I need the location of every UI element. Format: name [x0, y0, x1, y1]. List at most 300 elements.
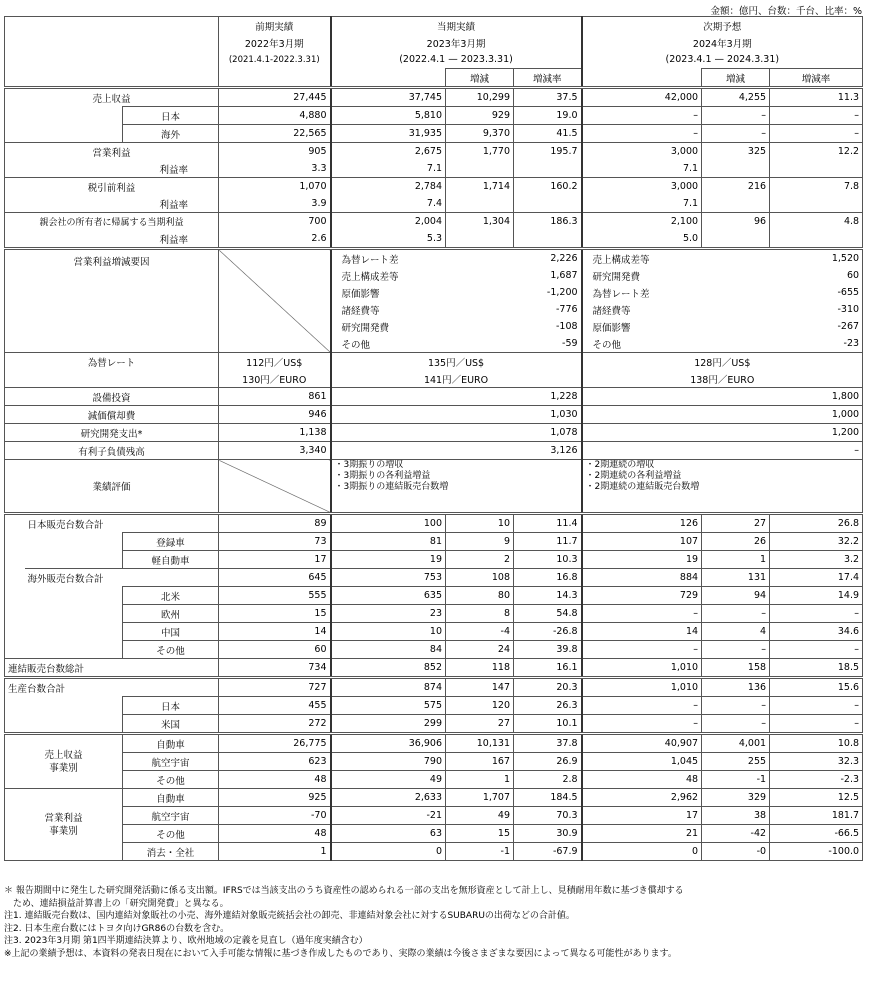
table-cell: 89: [219, 514, 331, 533]
table-cell: 研究開発支出*: [5, 424, 219, 442]
table-cell: 158: [702, 659, 770, 678]
table-cell: [5, 715, 123, 734]
table-cell: 米国: [123, 715, 219, 734]
table-cell: -100.0: [770, 843, 863, 861]
table-cell: 1,714: [446, 178, 514, 196]
curr-range: (2022.4.1 — 2023.3.31): [331, 51, 582, 69]
table-cell: 14: [582, 623, 702, 641]
table-cell: 0: [582, 843, 702, 861]
table-cell: 19.0: [514, 107, 582, 125]
table-cell: 31,935: [331, 125, 446, 143]
cn-row: [5, 623, 863, 641]
table-cell: 1: [702, 551, 770, 569]
table-cell: [5, 107, 123, 125]
table-cell: 利益率: [5, 195, 219, 213]
seg-op-auto-row: [5, 789, 863, 807]
table-cell: 1,010: [582, 659, 702, 678]
table-cell: 北米: [123, 587, 219, 605]
table-cell: 自動車: [123, 734, 219, 753]
table-cell: 海外販売台数合計: [25, 569, 219, 587]
table-cell: ・2期連続の各利益増益: [585, 471, 682, 481]
table-cell: 消去・全社: [123, 843, 219, 861]
table-cell: 108: [446, 569, 514, 587]
table-cell: –: [582, 125, 702, 143]
fx-row-usd: [5, 353, 863, 371]
table-cell: 1,010: [582, 678, 702, 697]
eval-diagonal: [219, 460, 331, 514]
table-cell: -70: [219, 807, 331, 825]
table-cell: その他: [123, 825, 219, 843]
footnote: 注3. 2023年3月期 第1四半期連結決算より、欧州地域の定義を見直し（過年度実績含む）: [4, 936, 368, 946]
table-cell: 利益率: [5, 230, 219, 249]
footnote: 注2. 日本生産台数にはトヨタ向けGR86の台数を含む。: [4, 923, 230, 934]
table-cell: 10.8: [770, 734, 863, 753]
table-cell: -67.9: [514, 843, 582, 861]
table-cell: 登録車: [123, 533, 219, 551]
table-cell: 1,200: [582, 424, 863, 442]
table-cell: ・3期振りの増収: [334, 460, 404, 470]
table-cell: 4,255: [702, 88, 770, 107]
table-cell: [25, 587, 123, 605]
table-cell: 16.8: [514, 569, 582, 587]
table-cell: [5, 51, 219, 69]
table-cell: 160.2: [514, 178, 582, 196]
table-cell: 2,004: [331, 213, 446, 231]
table-cell: 20.3: [514, 678, 582, 697]
table-row: [5, 69, 863, 88]
table-cell: [446, 195, 514, 213]
table-cell: 15.6: [770, 678, 863, 697]
table-cell: -1: [446, 843, 514, 861]
table-cell: [770, 160, 863, 178]
table-cell: [331, 69, 446, 88]
table-cell: 575: [331, 697, 446, 715]
table-cell: 96: [702, 213, 770, 231]
table-cell: -1,200: [514, 284, 582, 301]
table-cell: 為替レート: [5, 353, 219, 388]
seg-sales-auto-row: [5, 734, 863, 753]
table-cell: 126: [582, 514, 702, 533]
table-cell: 5.0: [582, 230, 702, 249]
table-cell: 12.2: [770, 143, 863, 161]
ni-margin-row: [5, 230, 863, 249]
table-cell: 3,000: [582, 178, 702, 196]
table-cell: 11.7: [514, 533, 582, 551]
evaluation-row: [5, 460, 863, 514]
table-cell: 日本: [123, 107, 219, 125]
table-cell: 70.3: [514, 807, 582, 825]
jp-registered-row: [5, 533, 863, 551]
table-cell: 38: [702, 807, 770, 825]
net-income-row: [5, 213, 863, 231]
table-cell: 1,228: [331, 388, 582, 406]
other-region-row: [5, 641, 863, 659]
table-cell: 諸経費等: [582, 301, 770, 318]
table-cell: 2,962: [582, 789, 702, 807]
table-cell: 5.3: [331, 230, 446, 249]
seg-op-other-row: [5, 825, 863, 843]
table-cell: 3.9: [219, 195, 331, 213]
table-cell: 167: [446, 753, 514, 771]
jp-sales-total-row: [5, 514, 863, 533]
table-cell: 4,880: [219, 107, 331, 125]
table-cell: 884: [582, 569, 702, 587]
table-cell: 48: [582, 771, 702, 789]
table-cell: 37,745: [331, 88, 446, 107]
table-cell: 1: [219, 843, 331, 861]
table-row: [5, 51, 863, 69]
table-cell: 10,299: [446, 88, 514, 107]
table-cell: 軽自動車: [123, 551, 219, 569]
table-cell: [5, 734, 123, 789]
table-cell: 100: [331, 514, 446, 533]
table-cell: 26: [702, 533, 770, 551]
table-cell: 128円／US$: [582, 353, 863, 371]
table-cell: 1,000: [582, 406, 863, 424]
table-cell: 60: [219, 641, 331, 659]
next-fy: 2024年3月期: [582, 34, 863, 51]
table-cell: その他: [582, 335, 770, 353]
table-cell: –: [582, 715, 702, 734]
table-cell: 航空宇宙: [123, 807, 219, 825]
curr-rate-header: 増減率: [514, 69, 582, 88]
table-cell: 49: [331, 771, 446, 789]
table-cell: 2.8: [514, 771, 582, 789]
footnote: ※上記の業績予想は、本資料の発表日現在において入手可能な情報に基づき作成したものであり、実際の業績は今後さまざまな要因によって異なる可能性があります。: [4, 948, 677, 959]
table-cell: 研究開発費: [331, 318, 514, 335]
table-cell: 14.3: [514, 587, 582, 605]
table-cell: [514, 230, 582, 249]
table-cell: 2,633: [331, 789, 446, 807]
table-cell: –: [582, 605, 702, 623]
table-cell: 2.6: [219, 230, 331, 249]
table-cell: [5, 514, 25, 533]
table-cell: 17: [582, 807, 702, 825]
table-cell: 874: [331, 678, 446, 697]
op-margin-row: [5, 160, 863, 178]
table-cell: -59: [514, 335, 582, 353]
table-cell: 24: [446, 641, 514, 659]
table-cell: 147: [446, 678, 514, 697]
table-cell: 40,907: [582, 734, 702, 753]
table-cell: 32.2: [770, 533, 863, 551]
table-cell: [5, 587, 25, 605]
table-cell: 700: [219, 213, 331, 231]
table-cell: –: [582, 641, 702, 659]
table-cell: [5, 125, 123, 143]
table-cell: -310: [770, 301, 863, 318]
prev-title: 前期実績: [219, 17, 331, 35]
table-cell: 94: [702, 587, 770, 605]
table-cell: 852: [331, 659, 446, 678]
table-cell: 生産台数合計: [5, 678, 219, 697]
table-cell: -655: [770, 284, 863, 301]
table-cell: 19: [582, 551, 702, 569]
table-cell: 23: [331, 605, 446, 623]
table-cell: 555: [219, 587, 331, 605]
seg-op-aero-row: [5, 807, 863, 825]
table-cell: その他: [123, 771, 219, 789]
footnotes: [4, 885, 866, 960]
table-cell: 73: [219, 533, 331, 551]
table-cell: –: [582, 442, 863, 460]
table-cell: 141円／EURO: [331, 370, 582, 388]
next-range: (2023.4.1 — 2024.3.31): [582, 51, 863, 69]
table-cell: –: [770, 107, 863, 125]
table-cell: 17: [219, 551, 331, 569]
table-cell: [25, 551, 123, 569]
table-cell: 790: [331, 753, 446, 771]
table-cell: 諸経費等: [331, 301, 514, 318]
table-cell: [331, 460, 582, 514]
capex-row: [5, 388, 863, 406]
table-cell: 729: [582, 587, 702, 605]
table-cell: 27: [446, 715, 514, 734]
table-cell: 15: [446, 825, 514, 843]
table-cell: [702, 160, 770, 178]
table-cell: 186.3: [514, 213, 582, 231]
table-cell: 事業別: [49, 762, 78, 774]
table-cell: 118: [446, 659, 514, 678]
table-cell: その他: [123, 641, 219, 659]
seg-sales-other-row: [5, 771, 863, 789]
unit-note: 金額：億円、台数：千台、比率：%: [710, 6, 862, 17]
table-cell: -66.5: [770, 825, 863, 843]
table-cell: 0: [331, 843, 446, 861]
table-cell: -21: [331, 807, 446, 825]
table-cell: 48: [219, 771, 331, 789]
table-cell: 138円／EURO: [582, 370, 863, 388]
table-cell: 9: [446, 533, 514, 551]
production-us-row: [5, 715, 863, 734]
table-cell: [5, 551, 25, 569]
table-cell: –: [770, 697, 863, 715]
table-cell: 減価償却費: [5, 406, 219, 424]
table-cell: –: [702, 715, 770, 734]
table-cell: 1,520: [770, 249, 863, 268]
table-cell: 925: [219, 789, 331, 807]
table-cell: 30.9: [514, 825, 582, 843]
table-cell: 26,775: [219, 734, 331, 753]
table-cell: -26.8: [514, 623, 582, 641]
table-cell: –: [702, 641, 770, 659]
table-cell: 日本: [123, 697, 219, 715]
table-cell: 原価影響: [582, 318, 770, 335]
table-cell: 欧州: [123, 605, 219, 623]
table-cell: 14: [219, 623, 331, 641]
table-cell: 255: [702, 753, 770, 771]
table-cell: 37.8: [514, 734, 582, 753]
table-cell: 為替レート差: [331, 249, 514, 268]
table-cell: –: [582, 697, 702, 715]
table-cell: 455: [219, 697, 331, 715]
table-cell: [582, 460, 863, 514]
table-cell: 7.1: [331, 160, 446, 178]
table-cell: 120: [446, 697, 514, 715]
table-cell: [5, 641, 25, 659]
table-cell: 49: [446, 807, 514, 825]
footnote: ため、連結損益計算書上の「研究開発費」と異なる。: [4, 898, 229, 909]
table-cell: [702, 195, 770, 213]
table-cell: 32.3: [770, 753, 863, 771]
op-profit-row: [5, 143, 863, 161]
table-cell: 4: [702, 623, 770, 641]
table-cell: ・3期振りの各利益増益: [334, 471, 431, 481]
table-cell: 3,000: [582, 143, 702, 161]
table-cell: -4: [446, 623, 514, 641]
table-cell: 1,770: [446, 143, 514, 161]
factors-diagonal: [219, 249, 331, 353]
os-sales-total-row: [5, 569, 863, 587]
table-cell: 929: [446, 107, 514, 125]
table-cell: 27: [702, 514, 770, 533]
sales-row: [5, 88, 863, 107]
table-cell: 39.8: [514, 641, 582, 659]
table-cell: -1: [702, 771, 770, 789]
table-cell: 営業利益: [44, 812, 83, 824]
table-cell: 135円／US$: [331, 353, 582, 371]
table-cell: 原価影響: [331, 284, 514, 301]
table-cell: 727: [219, 678, 331, 697]
table-cell: [25, 605, 123, 623]
consolidated-sales-row: [5, 659, 863, 678]
table-cell: 1,304: [446, 213, 514, 231]
table-cell: -23: [770, 335, 863, 353]
table-cell: 1,687: [514, 267, 582, 284]
table-cell: 為替レート差: [582, 284, 770, 301]
table-cell: ・3期振りの連結販売台数増: [334, 482, 449, 492]
table-cell: 81: [331, 533, 446, 551]
table-cell: 1,707: [446, 789, 514, 807]
table-cell: 1,070: [219, 178, 331, 196]
curr-chg-header: 増減: [446, 69, 514, 88]
table-cell: –: [770, 641, 863, 659]
curr-fy: 2023年3月期: [331, 34, 582, 51]
table-cell: 60: [770, 267, 863, 284]
table-cell: 2,226: [514, 249, 582, 268]
table-cell: 26.9: [514, 753, 582, 771]
table-cell: –: [770, 605, 863, 623]
table-cell: 7.1: [582, 195, 702, 213]
factors-label: 営業利益増減要因: [5, 249, 219, 353]
jp-kei-row: [5, 551, 863, 569]
results-table: [4, 16, 863, 861]
table-cell: [5, 34, 219, 51]
table-cell: 17.4: [770, 569, 863, 587]
table-cell: 10.3: [514, 551, 582, 569]
eu-row: [5, 605, 863, 623]
table-cell: 130円／EURO: [219, 370, 331, 388]
table-cell: 5,810: [331, 107, 446, 125]
table-cell: 1,030: [331, 406, 582, 424]
table-cell: 9,370: [446, 125, 514, 143]
table-cell: -267: [770, 318, 863, 335]
table-cell: 売上収益: [44, 749, 83, 761]
table-cell: 905: [219, 143, 331, 161]
table-cell: 272: [219, 715, 331, 734]
seg-sales-aero-row: [5, 753, 863, 771]
factor-row-0: [5, 249, 863, 268]
table-cell: [5, 623, 25, 641]
table-cell: 12.5: [770, 789, 863, 807]
next-rate-header: 増減率: [770, 69, 863, 88]
table-cell: 7.4: [331, 195, 446, 213]
table-cell: 42,000: [582, 88, 702, 107]
table-cell: 80: [446, 587, 514, 605]
curr-title: 当期実績: [331, 17, 582, 35]
table-cell: [770, 230, 863, 249]
table-cell: 1,045: [582, 753, 702, 771]
table-cell: 946: [219, 406, 331, 424]
table-cell: -42: [702, 825, 770, 843]
table-cell: 営業利益: [5, 143, 219, 161]
table-cell: -0: [702, 843, 770, 861]
pretax-margin-row: [5, 195, 863, 213]
sales-overseas-row: [5, 125, 863, 143]
table-cell: 329: [702, 789, 770, 807]
table-cell: –: [702, 125, 770, 143]
table-cell: 10: [331, 623, 446, 641]
table-cell: 業績評価: [5, 460, 219, 514]
table-cell: –: [702, 107, 770, 125]
table-cell: 1: [446, 771, 514, 789]
table-cell: [514, 195, 582, 213]
table-cell: 131: [702, 569, 770, 587]
table-cell: [5, 605, 25, 623]
table-cell: 1,078: [331, 424, 582, 442]
table-cell: 利益率: [5, 160, 219, 178]
table-cell: [446, 230, 514, 249]
table-cell: 自動車: [123, 789, 219, 807]
sales-japan-row: [5, 107, 863, 125]
table-cell: 136: [702, 678, 770, 697]
table-cell: 7.8: [770, 178, 863, 196]
table-cell: 3.3: [219, 160, 331, 178]
rnd-row: [5, 424, 863, 442]
table-cell: 26.3: [514, 697, 582, 715]
table-cell: 親会社の所有者に帰属する当期利益: [5, 213, 219, 231]
table-cell: 税引前利益: [5, 178, 219, 196]
table-cell: [25, 623, 123, 641]
table-cell: 連結販売台数総計: [5, 659, 219, 678]
table-cell: ・2期連続の増収: [585, 460, 655, 470]
table-cell: 航空宇宙: [123, 753, 219, 771]
table-cell: 54.8: [514, 605, 582, 623]
table-cell: 325: [702, 143, 770, 161]
table-cell: 事業別: [49, 825, 78, 837]
table-row: [5, 34, 863, 51]
table-cell: 売上収益: [5, 88, 219, 107]
table-cell: 861: [219, 388, 331, 406]
table-cell: 84: [331, 641, 446, 659]
table-cell: [514, 160, 582, 178]
table-cell: その他: [331, 335, 514, 353]
table-cell: [770, 195, 863, 213]
table-cell: 1,138: [219, 424, 331, 442]
table-cell: ・2期連続の連結販売台数増: [585, 482, 700, 492]
table-cell: 設備投資: [5, 388, 219, 406]
table-cell: 753: [331, 569, 446, 587]
next-chg-header: 増減: [702, 69, 770, 88]
na-row: [5, 587, 863, 605]
pretax-row: [5, 178, 863, 196]
table-cell: 11.4: [514, 514, 582, 533]
table-cell: 36,906: [331, 734, 446, 753]
table-cell: 2: [446, 551, 514, 569]
table-cell: 26.8: [770, 514, 863, 533]
table-cell: 研究開発費: [582, 267, 770, 284]
table-cell: 7.1: [582, 160, 702, 178]
